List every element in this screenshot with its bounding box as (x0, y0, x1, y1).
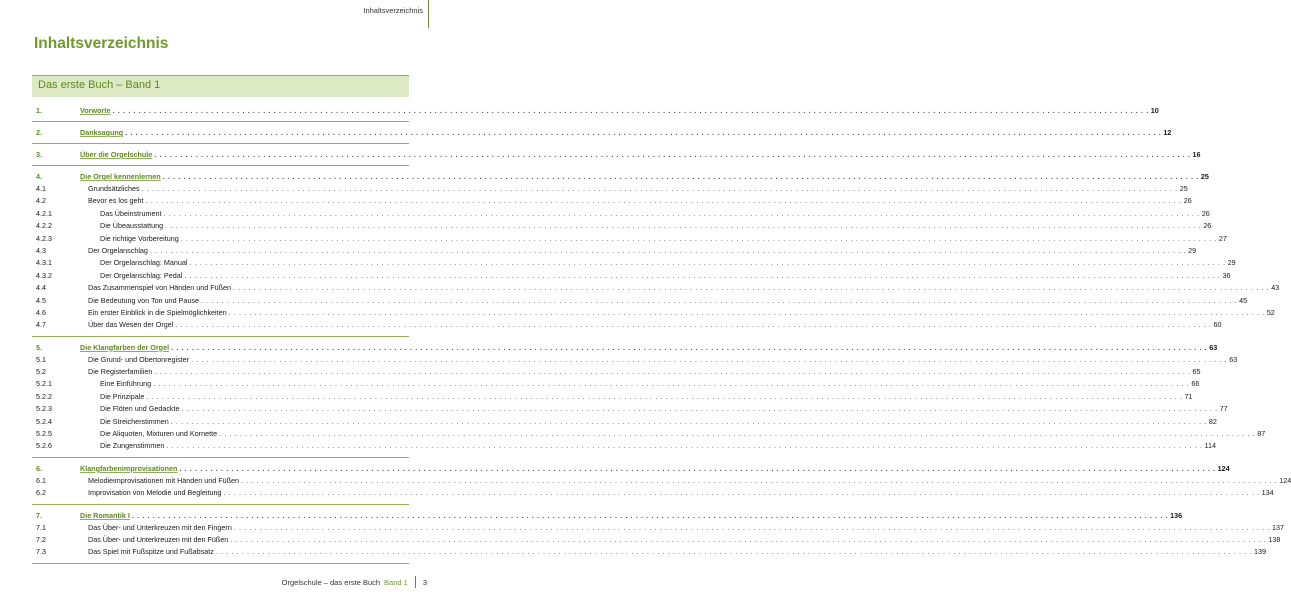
toc-leader-dots: . . . . . . . . . . . . . . . . . . . . . . . . . . . . . . . . . . . . . . . . . . . . . . . . . . . . . . . . . . . . . . . . . . . . . . . . . . . . . . . . . . . . . . . . . . . . . . . . . . . . . . . . . . . . . . . . . . . . . . . . . . . . . . . . . . . . . . . . . . . . . . . . . . . . . . . . . . . . . . . . . . . . . . . . . . . . . . . . . . . . . . . . . . . . . . . . . . . . . . . . (175, 320, 1212, 330)
toc-chapter (32, 341, 1266, 458)
toc-entry-title: Die Zungenstimmen (100, 440, 166, 452)
toc-entry-page: 45 (1239, 295, 1248, 305)
toc-entry-title: Die Romantik I (80, 510, 130, 520)
toc-entry[interactable] (32, 183, 1188, 195)
toc-chapter (32, 170, 1280, 337)
toc-entry[interactable] (32, 319, 1222, 331)
toc-entry-number: 6. (36, 463, 42, 473)
toc-entry-page: 16 (1192, 150, 1201, 159)
chapter-divider (32, 143, 409, 144)
toc-entry-number: 4.3.1 (36, 258, 52, 268)
toc-entry-number: 7.1 (36, 522, 46, 532)
toc-entry-line (88, 522, 1284, 534)
toc-entry-line (100, 440, 1216, 452)
toc-entry-number: 5.2 (36, 367, 46, 377)
toc-leader-dots: . . . . . . . . . . . . . . . . . . . . . . . . . . . . . . . . . . . . . . . . . . . . . . . . . . . . . . . . . . . . . . . . . . . . . . . . . . . . . . . . . . . . . . . . . . . . . . . . . . . . . . . . . . . . . . . . . . . . . . . . . . . . . . . . . . . . . . . . . . . . . . . . . . . . . . . . . . . . . . . . . . . . . . . . . . . . . . . . . . . . . . . . . . . . . . . . . . . . . . . . (149, 245, 1187, 255)
toc-entry-line (88, 183, 1188, 195)
toc-entry-number: 2. (36, 128, 42, 137)
toc-entry-line (100, 257, 1236, 269)
toc-entry-line (100, 403, 1228, 415)
toc-entry-title: Die Bedeutung von Ton und Pause (88, 295, 201, 307)
toc-entry-line (80, 148, 1201, 161)
toc-entry-title: Die Übeausstattung (100, 220, 165, 232)
toc-entry-page: 29 (1227, 258, 1236, 268)
toc-entry-line (88, 307, 1275, 319)
toc-entry-line (80, 170, 1209, 183)
toc-entry-title: Die Aliquoten, Mixturen und Kornette (100, 428, 219, 440)
toc-entry[interactable] (32, 295, 1248, 307)
page-footer (282, 576, 427, 588)
toc-entry-line (100, 416, 1217, 428)
toc-entry-page: 25 (1200, 172, 1209, 181)
toc-entry[interactable] (32, 378, 1200, 390)
footer-book-title: Orgelschule – das erste Buch (281, 577, 381, 587)
toc-entry-title: Bevor es los geht (88, 195, 146, 207)
toc-entry-number: 4.6 (36, 307, 46, 317)
toc-entry-number: 5.2.2 (36, 391, 52, 401)
toc-entry-page: 10 (1150, 106, 1159, 115)
toc-entry-number: 4.2.1 (36, 208, 52, 218)
toc-leader-dots: . . . . . . . . . . . . . . . . . . . . . . . . . . . . . . . . . . . . . . . . . . . . . . . . . . . . . . . . . . . . . . . . . . . . . . . . . . . . . . . . . . . . . . . . . . . . . . . . . . . . . . . . . . . . . . . . . . . . . . . . . . . . . . . . . . . . . . . . . . . . . . . . . . . . . . . . . . . . . . . . . . . . . . . . . . . . . . . . . . . . . . . . . . . . . . . . . . . . . . . . (181, 404, 1218, 414)
toc-leader-dots: . . . . . . . . . . . . . . . . . . . . . . . . . . . . . . . . . . . . . . . . . . . . . . . . . . . . . . . . . . . . . . . . . . . . . . . . . . . . . . . . . . . . . . . . . . . . . . . . . . . . . . . . . . . . . . . . . . . . . . . . . . . . . . . . . . . . . . . . . . . . . . . . . . . . . . . . . . . . . . . . . . . . . . . . . . . . . . . . . . . . . . . . . . . . . . . . . . . . . . . . (154, 367, 1191, 377)
chapter-divider (32, 121, 409, 122)
footer-band: Band 1 (384, 577, 408, 587)
toc-entry-page: 77 (1219, 404, 1228, 414)
toc-entry-page: 29 (1188, 245, 1197, 255)
toc-entry[interactable] (32, 534, 1281, 546)
chapter-divider (32, 336, 409, 337)
toc-leader-dots: . . . . . . . . . . . . . . . . . . . . . . . . . . . . . . . . . . . . . . . . . . . . . . . . . . . . . . . . . . . . . . . . . . . . . . . . . . . . . . . . . . . . . . . . . . . . . . . . . . . . . . . . . . . . . . . . . . . . . . . . . . . . . . . . . . . . . . . . . . . . . . . . . . . . . . . . . . . . . . . . . . . . . . . . . . . . . . . . . . . . . . . . . . . . . . . . . . . . . . . . (180, 233, 1217, 243)
toc-entry[interactable] (32, 195, 1192, 207)
toc-entry-title: Das Zusammenspiel von Händen und Füßen (88, 282, 233, 294)
toc-entry-line (100, 378, 1200, 390)
toc-entry-page: 124 (1217, 463, 1230, 473)
toc-entry-number: 6.2 (36, 488, 46, 498)
toc-entry-line (88, 195, 1192, 207)
toc-entry[interactable] (32, 487, 1274, 499)
toc-entry-line (100, 391, 1193, 403)
toc-entry-line (80, 509, 1183, 522)
toc-entry-title: Ein erster Einblick in die Spielmöglichkeiten (88, 307, 229, 319)
toc-entry-line (80, 462, 1230, 475)
toc-entry-title: Vorworte (80, 106, 111, 115)
toc-leader-dots: . . . . . . . . . . . . . . . . . . . . . . . . . . . . . . . . . . . . . . . . . . . . . . . . . . . . . . . . . . . . . . . . . . . . . . . . . . . . . . . . . . . . . . . . . . . . . . . . . . . . . . . . . . . . . . . . . . . . . . . . . . . . . . . . . . . . . . . . . . . . . . . . . . . . . . . . . . . . . . . . . . . . . . . . . . . . . . . . . . . . . . . . . . . . . . . . . . . . . . . . (170, 416, 1207, 426)
toc-leader-dots: . . . . . . . . . . . . . . . . . . . . . . . . . . . . . . . . . . . . . . . . . . . . . . . . . . . . . . . . . . . . . . . . . . . . . . . . . . . . . . . . . . . . . . . . . . . . . . . . . . . . . . . . . . . . . . . . . . . . . . . . . . . . . . . . . . . . . . . . . . . . . . . . . . . . . . . . . . . . . . . . . . . . . . . . . . . . . . . . . . . . . . . . . . . . . . . . . . . . . . . . (184, 270, 1221, 280)
toc-entry-title: Die Prinzipale (100, 391, 146, 403)
toc-entry-title: Der Orgelanschlag (88, 245, 150, 257)
toc-entry[interactable] (32, 245, 1197, 257)
toc-leader-dots: . . . . . . . . . . . . . . . . . . . . . . . . . . . . . . . . . . . . . . . . . . . . . . . . . . . . . . . . . . . . . . . . . . . . . . . . . . . . . . . . . . . . . . . . . . . . . . . . . . . . . . . . . . . . . . . . . . . . . . . . . . . . . . . . . . . . . . . . . . . . . . . . . . . . . . . . . . . . . . . . . . . . . . . . . . . . . . . . . . . . . . . . . . . . . . . . . . . . . . . . (191, 354, 1228, 364)
toc-entry-number: 7. (36, 510, 42, 520)
toc-entry-title: Eine Einführung (100, 378, 153, 390)
toc-entry[interactable] (32, 270, 1231, 282)
toc-entry-line (100, 270, 1231, 282)
toc-entry-line (88, 546, 1267, 558)
toc-entry-page: 60 (1213, 320, 1222, 330)
toc-entry-page: 136 (1170, 510, 1183, 520)
toc-entry-line (88, 295, 1248, 307)
toc-entry-page: 26 (1201, 208, 1210, 218)
toc-entry-number: 4. (36, 172, 42, 181)
toc-entry-number: 5.2.6 (36, 441, 52, 451)
toc-entry-page: 134 (1261, 488, 1274, 498)
toc-leader-dots: . . . . . . . . . . . . . . . . . . . . . . . . . . . . . . . . . . . . . . . . . . . . . . . . . . . . . . . . . . . . . . . . . . . . . . . . . . . . . . . . . . . . . . . . . . . . . . . . . . . . . . . . . . . . . . . . . . . . . . . . . . . . . . . . . . . . . . . . . . . . . . . . . . . . . . . . . . . . . . . . . . . . . . . . . . . . . . . . . . . . . . . . . . . . . . . . . . . . . . . . (145, 196, 1182, 206)
toc-entry-title: Über die Orgelschule (80, 150, 153, 159)
toc-leader-dots: . . . . . . . . . . . . . . . . . . . . . . . . . . . . . . . . . . . . . . . . . . . . . . . . . . . . . . . . . . . . . . . . . . . . . . . . . . . . . . . . . . . . . . . . . . . . . . . . . . . . . . . . . . . . . . . . . . . . . . . . . . . . . . . . . . . . . . . . . . . . . . . . . . . . . . . . . . . . . . . . . . . . . . . . . . . . . . . . . . . . . . . . . . . . . . . . . . . . . . . . (166, 441, 1203, 451)
toc-entry-page: 71 (1184, 391, 1193, 401)
toc-entry-title: Klangfarbenimprovisationen (80, 463, 178, 473)
toc-leader-dots: . . . . . . . . . . . . . . . . . . . . . . . . . . . . . . . . . . . . . . . . . . . . . . . . . . . . . . . . . . . . . . . . . . . . . . . . . . . . . . . . . . . . . . . . . . . . . . . . . . . . . . . . . . . . . . . . . . . . . . . . . . . . . . . . . . . . . . . . . . . . . . . . . . . . . . . . . . . . . . . . . . . . . . . . . . . . . . . . . . . . . . . . . . . . . . . . . . . . . . . . (189, 258, 1226, 268)
toc-chapter-entry[interactable] (32, 104, 1159, 117)
toc-leader-dots: . . . . . . . . . . . . . . . . . . . . . . . . . . . . . . . . . . . . . . . . . . . . . . . . . . . . . . . . . . . . . . . . . . . . . . . . . . . . . . . . . . . . . . . . . . . . . . . . . . . . . . . . . . . . . . . . . . . . . . . . . . . . . . . . . . . . . . . . . . . . . . . . . . . . . . . . . . . . . . . . . . . . . . . . . . . . . . . . . . . . . . . . . . . . . . . . . . . . . . . . (153, 379, 1190, 389)
toc-entry-line (88, 354, 1238, 366)
toc-entry-number: 4.3 (36, 245, 46, 255)
toc-entry[interactable] (32, 428, 1266, 440)
toc-entry-title: Die Registerfamilien (88, 366, 154, 378)
toc-leader-dots: . . . . . . . . . . . . . . . . . . . . . . . . . . . . . . . . . . . . . . . . . . . . . . . . . . . . . . . . . . . . . . . . . . . . . . . . . . . . . . . . . . . . . . . . . . . . . . . . . . . . . . . . . . . . . . . . . . . . . . . . . . . . . . . . . . . . . . . . . . . . . . . . . . . . . . . . . . . . . . . . . . . . . . . . . . . . . . . . . . . . . . . . . . . . . . . . . . . . . . . . (179, 463, 1216, 473)
toc-entry-line (88, 319, 1222, 331)
toc-entry-number: 4.1 (36, 184, 46, 193)
toc-entry-number: 6.1 (36, 475, 46, 485)
book-banner (32, 75, 409, 97)
toc-chapter-entry[interactable] (32, 170, 1209, 183)
toc-entry-number: 4.2.3 (36, 233, 52, 243)
toc-entry-page: 138 (1268, 534, 1281, 544)
toc-entry-number: 4.5 (36, 295, 46, 305)
toc-entry-title: Die Klangfarben der Orgel (80, 342, 170, 352)
toc-entry-page: 65 (1192, 367, 1201, 377)
toc-entry-page: 63 (1209, 342, 1218, 352)
toc-entry[interactable] (32, 522, 1284, 534)
toc-entry[interactable] (32, 233, 1227, 245)
page-title: Inhaltsverzeichnis (34, 35, 169, 52)
toc-leader-dots: . . . . . . . . . . . . . . . . . . . . . . . . . . . . . . . . . . . . . . . . . . . . . . . . . . . . . . . . . . . . . . . . . . . . . . . . . . . . . . . . . . . . . . . . . . . . . . . . . . . . . . . . . . . . . . . . . . . . . . . . . . . . . . . . . . . . . . . . . . . . . . . . . . . . . . . . . . . . . . . . . . . . . . . . . . . . . . . . . . . . . . . . . . . . . . . . . . . . . . . . (141, 184, 1178, 193)
toc-chapter-entry[interactable] (32, 509, 1183, 522)
toc-entry-number: 5. (36, 342, 42, 352)
toc-entry-page: 63 (1229, 354, 1238, 364)
toc-entry[interactable] (32, 546, 1267, 558)
toc-entry-page: 25 (1179, 184, 1188, 193)
toc-entry-line (80, 126, 1172, 139)
toc-entry-number: 4.2.2 (36, 221, 52, 231)
toc-entry-title: Die Orgel kennenlernen (80, 172, 161, 181)
toc-leader-dots: . . . . . . . . . . . . . . . . . . . . . . . . . . . . . . . . . . . . . . . . . . . . . . . . . . . . . . . . . . . . . . . . . . . . . . . . . . . . . . . . . . . . . . . . . . . . . . . . . . . . . . . . . . . . . . . . . . . . . . . . . . . . . . . . . . . . . . . . . . . . . . . . . . . . . . . . . . . . . . . . . . . . . . . . . . . . . . . . . . . . . . . . . . . . . . . . . . . . . . . . (171, 342, 1208, 352)
toc-entry-title: Das Über- und Unterkreuzen mit den Füßen (88, 534, 230, 546)
toc-leader-dots: . . . . . . . . . . . . . . . . . . . . . . . . . . . . . . . . . . . . . . . . . . . . . . . . . . . . . . . . . . . . . . . . . . . . . . . . . . . . . . . . . . . . . . . . . . . . . . . . . . . . . . . . . . . . . . . . . . . . . . . . . . . . . . . . . . . . . . . . . . . . . . . . . . . . . . . . . . . . . . . . . . . . . . . . . . . . . . . . . . . . . . . . . . . . . . . . . . . . . . . . (233, 522, 1270, 532)
toc-entry-page: 27 (1218, 233, 1227, 243)
toc-entry-number: 7.2 (36, 534, 46, 544)
toc-leader-dots: . . . . . . . . . . . . . . . . . . . . . . . . . . . . . . . . . . . . . . . . . . . . . . . . . . . . . . . . . . . . . . . . . . . . . . . . . . . . . . . . . . . . . . . . . . . . . . . . . . . . . . . . . . . . . . . . . . . . . . . . . . . . . . . . . . . . . . . . . . . . . . . . . . . . . . . . . . . . . . . . . . . . . . . . . . . . . . . . . . . . . . . . . . . . . . . . . . . . . . . . (165, 221, 1202, 231)
toc-entry-number: 4.7 (36, 320, 46, 330)
toc-entry-line (88, 366, 1201, 378)
toc-leader-dots: . . . . . . . . . . . . . . . . . . . . . . . . . . . . . . . . . . . . . . . . . . . . . . . . . . . . . . . . . . . . . . . . . . . . . . . . . . . . . . . . . . . . . . . . . . . . . . . . . . . . . . . . . . . . . . . . . . . . . . . . . . . . . . . . . . . . . . . . . . . . . . . . . . . . . . . . . . . . . . . . . . . . . . . . . . . . . . . . . . . . . . . . . . . . . . . . . . . . . . . . (162, 172, 1199, 181)
toc-entry-number: 4.3.2 (36, 270, 52, 280)
toc-entry-page: 66 (1191, 379, 1200, 389)
toc-leader-dots: . . . . . . . . . . . . . . . . . . . . . . . . . . . . . . . . . . . . . . . . . . . . . . . . . . . . . . . . . . . . . . . . . . . . . . . . . . . . . . . . . . . . . . . . . . . . . . . . . . . . . . . . . . . . . . . . . . . . . . . . . . . . . . . . . . . . . . . . . . . . . . . . . . . . . . . . . . . . . . . . . . . . . . . . . . . . . . . . . . . . . . . . . . . . . . . . . . . . . . . . (219, 429, 1256, 439)
toc-leader-dots: . . . . . . . . . . . . . . . . . . . . . . . . . . . . . . . . . . . . . . . . . . . . . . . . . . . . . . . . . . . . . . . . . . . . . . . . . . . . . . . . . . . . . . . . . . . . . . . . . . . . . . . . . . . . . . . . . . . . . . . . . . . . . . . . . . . . . . . . . . . . . . . . . . . . . . . . . . . . . . . . . . . . . . . . . . . . . . . . . . . . . . . . . . . . . . . . . . . . . . . . (233, 283, 1270, 293)
toc-leader-dots: . . . . . . . . . . . . . . . . . . . . . . . . . . . . . . . . . . . . . . . . . . . . . . . . . . . . . . . . . . . . . . . . . . . . . . . . . . . . . . . . . . . . . . . . . . . . . . . . . . . . . . . . . . . . . . . . . . . . . . . . . . . . . . . . . . . . . . . . . . . . . . . . . . . . . . . . . . . . . . . . . . . . . . . . . . . . . . . . . . . . . . . . . . . . . . . . . . . . . . . . (112, 106, 1149, 115)
toc-entry-page: 26 (1203, 221, 1212, 231)
toc-entry-line (88, 245, 1197, 257)
toc-chapter-entry[interactable] (32, 148, 1201, 161)
toc-entry[interactable] (32, 416, 1217, 428)
toc-entry-number: 4.2 (36, 196, 46, 206)
toc-entry[interactable] (32, 307, 1275, 319)
toc-chapter (32, 462, 1291, 505)
toc-entry-title: Die Flöten und Gedackte (100, 403, 182, 415)
toc-entry-title: Danksagung (80, 128, 124, 137)
toc-entry-title: Der Orgelanschlag: Pedal (100, 270, 184, 282)
toc-entry-line (100, 220, 1212, 232)
toc-entry-number: 5.2.3 (36, 404, 52, 414)
toc-chapter (32, 104, 1159, 122)
toc-entry-page: 139 (1254, 547, 1267, 557)
table-of-contents (32, 104, 1291, 568)
toc-entry-title: Improvisation von Melodie und Begleitung (88, 487, 223, 499)
toc-chapter-entry[interactable] (32, 462, 1230, 475)
chapter-divider (32, 457, 409, 458)
toc-chapter-entry[interactable] (32, 341, 1218, 354)
toc-leader-dots: . . . . . . . . . . . . . . . . . . . . . . . . . . . . . . . . . . . . . . . . . . . . . . . . . . . . . . . . . . . . . . . . . . . . . . . . . . . . . . . . . . . . . . . . . . . . . . . . . . . . . . . . . . . . . . . . . . . . . . . . . . . . . . . . . . . . . . . . . . . . . . . . . . . . . . . . . . . . . . . . . . . . . . . . . . . . . . . . . . . . . . . . . . . . . . . . . . . . . . . . (146, 391, 1183, 401)
toc-chapter (32, 126, 1172, 144)
toc-leader-dots: . . . . . . . . . . . . . . . . . . . . . . . . . . . . . . . . . . . . . . . . . . . . . . . . . . . . . . . . . . . . . . . . . . . . . . . . . . . . . . . . . . . . . . . . . . . . . . . . . . . . . . . . . . . . . . . . . . . . . . . . . . . . . . . . . . . . . . . . . . . . . . . . . . . . . . . . . . . . . . . . . . . . . . . . . . . . . . . . . . . . . . . . . . . . . . . . . . . . . . . . (228, 307, 1265, 317)
toc-entry-title: Grundsätzliches (88, 183, 142, 195)
toc-entry-title: Die Grund- und Obertonregister (88, 354, 191, 366)
toc-entry-number: 5.2.1 (36, 379, 52, 389)
toc-entry-line (80, 104, 1159, 117)
toc-entry[interactable] (32, 257, 1236, 269)
toc-entry-number: 4.4 (36, 283, 46, 293)
toc-entry-title: Die Streicherstimmen (100, 416, 171, 428)
toc-entry-page: 124 (1279, 475, 1291, 485)
toc-entry[interactable] (32, 282, 1280, 294)
chapter-divider (32, 563, 409, 564)
toc-entry[interactable] (32, 403, 1228, 415)
toc-leader-dots: . . . . . . . . . . . . . . . . . . . . . . . . . . . . . . . . . . . . . . . . . . . . . . . . . . . . . . . . . . . . . . . . . . . . . . . . . . . . . . . . . . . . . . . . . . . . . . . . . . . . . . . . . . . . . . . . . . . . . . . . . . . . . . . . . . . . . . . . . . . . . . . . . . . . . . . . . . . . . . . . . . . . . . . . . . . . . . . . . . . . . . . . . . . . . . . . . . . . . . . . (154, 150, 1191, 159)
toc-entry[interactable] (32, 391, 1193, 403)
toc-entry-number: 3. (36, 150, 42, 159)
toc-leader-dots: . . . . . . . . . . . . . . . . . . . . . . . . . . . . . . . . . . . . . . . . . . . . . . . . . . . . . . . . . . . . . . . . . . . . . . . . . . . . . . . . . . . . . . . . . . . . . . . . . . . . . . . . . . . . . . . . . . . . . . . . . . . . . . . . . . . . . . . . . . . . . . . . . . . . . . . . . . . . . . . . . . . . . . . . . . . . . . . . . . . . . . . . . . . . . . . . . . . . . . . . (230, 534, 1267, 544)
toc-entry[interactable] (32, 354, 1238, 366)
toc-entry-title: Das Über- und Unterkreuzen mit den Fingern (88, 522, 234, 534)
toc-entry-page: 87 (1257, 429, 1266, 439)
toc-entry-title: Der Orgelanschlag: Manual (100, 257, 190, 269)
toc-leader-dots: . . . . . . . . . . . . . . . . . . . . . . . . . . . . . . . . . . . . . . . . . . . . . . . . . . . . . . . . . . . . . . . . . . . . . . . . . . . . . . . . . . . . . . . . . . . . . . . . . . . . . . . . . . . . . . . . . . . . . . . . . . . . . . . . . . . . . . . . . . . . . . . . . . . . . . . . . . . . . . . . . . . . . . . . . . . . . . . . . . . . . . . . . . . . . . . . . . . . . . . . (215, 547, 1253, 557)
toc-leader-dots: . . . . . . . . . . . . . . . . . . . . . . . . . . . . . . . . . . . . . . . . . . . . . . . . . . . . . . . . . . . . . . . . . . . . . . . . . . . . . . . . . . . . . . . . . . . . . . . . . . . . . . . . . . . . . . . . . . . . . . . . . . . . . . . . . . . . . . . . . . . . . . . . . . . . . . . . . . . . . . . . . . . . . . . . . . . . . . . . . . . . . . . . . . . . . . . . . . . . . . . . (125, 128, 1162, 137)
toc-entry-line (88, 282, 1280, 294)
toc-leader-dots: . . . . . . . . . . . . . . . . . . . . . . . . . . . . . . . . . . . . . . . . . . . . . . . . . . . . . . . . . . . . . . . . . . . . . . . . . . . . . . . . . . . . . . . . . . . . . . . . . . . . . . . . . . . . . . . . . . . . . . . . . . . . . . . . . . . . . . . . . . . . . . . . . . . . . . . . . . . . . . . . . . . . . . . . . . . . . . . . . . . . . . . . . . . . . . . . . . . . . . . . (163, 208, 1200, 218)
toc-entry-title: Über das Wesen der Orgel (88, 319, 175, 331)
toc-entry-number: 1. (36, 106, 42, 115)
toc-entry-title: Melodieimprovisationen mit Händen und Füßen (88, 475, 241, 487)
toc-entry-title: Das Spiel mit Fußspitze und Fußabsatz (88, 546, 216, 558)
toc-entry-page: 114 (1204, 441, 1216, 451)
toc-entry-page: 82 (1208, 416, 1217, 426)
toc-entry-line (100, 233, 1227, 245)
toc-chapter (32, 509, 1284, 564)
toc-leader-dots: . . . . . . . . . . . . . . . . . . . . . . . . . . . . . . . . . . . . . . . . . . . . . . . . . . . . . . . . . . . . . . . . . . . . . . . . . . . . . . . . . . . . . . . . . . . . . . . . . . . . . . . . . . . . . . . . . . . . . . . . . . . . . . . . . . . . . . . . . . . . . . . . . . . . . . . . . . . . . . . . . . . . . . . . . . . . . . . . . . . . . . . . . . . . . . . . . . . . . . . . (200, 295, 1238, 305)
toc-entry-line (88, 475, 1291, 487)
toc-entry-title: Das Übeinstrument (100, 208, 164, 220)
toc-entry-title: Die richtige Vorbereitung (100, 233, 181, 245)
running-head: Inhaltsverzeichnis (363, 6, 423, 15)
toc-entry[interactable] (32, 366, 1201, 378)
footer-separator (415, 576, 416, 588)
toc-entry-page: 52 (1266, 307, 1275, 317)
toc-entry-page: 26 (1183, 196, 1192, 206)
toc-leader-dots: . . . . . . . . . . . . . . . . . . . . . . . . . . . . . . . . . . . . . . . . . . . . . . . . . . . . . . . . . . . . . . . . . . . . . . . . . . . . . . . . . . . . . . . . . . . . . . . . . . . . . . . . . . . . . . . . . . . . . . . . . . . . . . . . . . . . . . . . . . . . . . . . . . . . . . . . . . . . . . . . . . . . . . . . . . . . . . . . . . . . . . . . . . . . . . . . . . . . . . . . (241, 475, 1278, 485)
toc-entry-line (100, 428, 1266, 440)
toc-entry[interactable] (32, 220, 1212, 232)
toc-entry-number: 5.2.4 (36, 416, 52, 426)
toc-chapter-entry[interactable] (32, 126, 1172, 139)
toc-entry-line (88, 534, 1281, 546)
chapter-divider (32, 165, 409, 166)
toc-chapter (32, 148, 1201, 166)
toc-leader-dots: . . . . . . . . . . . . . . . . . . . . . . . . . . . . . . . . . . . . . . . . . . . . . . . . . . . . . . . . . . . . . . . . . . . . . . . . . . . . . . . . . . . . . . . . . . . . . . . . . . . . . . . . . . . . . . . . . . . . . . . . . . . . . . . . . . . . . . . . . . . . . . . . . . . . . . . . . . . . . . . . . . . . . . . . . . . . . . . . . . . . . . . . . . . . . . . . . . . . . . . . (223, 488, 1260, 498)
toc-entry-number: 5.2.5 (36, 429, 52, 439)
toc-entry-number: 7.3 (36, 547, 46, 557)
toc-entry[interactable] (32, 208, 1210, 220)
toc-entry-line (100, 208, 1210, 220)
toc-entry-number: 5.1 (36, 354, 46, 364)
toc-entry[interactable] (32, 440, 1216, 452)
toc-leader-dots: . . . . . . . . . . . . . . . . . . . . . . . . . . . . . . . . . . . . . . . . . . . . . . . . . . . . . . . . . . . . . . . . . . . . . . . . . . . . . . . . . . . . . . . . . . . . . . . . . . . . . . . . . . . . . . . . . . . . . . . . . . . . . . . . . . . . . . . . . . . . . . . . . . . . . . . . . . . . . . . . . . . . . . . . . . . . . . . . . . . . . . . . . . . . . . . . . . . . . . . . (131, 510, 1169, 520)
footer-page-number: 3 (422, 577, 427, 587)
toc-entry[interactable] (32, 475, 1291, 487)
toc-entry-page: 137 (1272, 522, 1284, 532)
toc-entry-line (80, 341, 1218, 354)
toc-entry-line (88, 487, 1274, 499)
toc-entry-page: 12 (1163, 128, 1172, 137)
toc-entry-page: 43 (1271, 283, 1280, 293)
toc-entry-page: 36 (1222, 270, 1231, 280)
chapter-divider (32, 504, 409, 505)
book-banner-label: Das erste Buch – Band 1 (38, 79, 161, 91)
